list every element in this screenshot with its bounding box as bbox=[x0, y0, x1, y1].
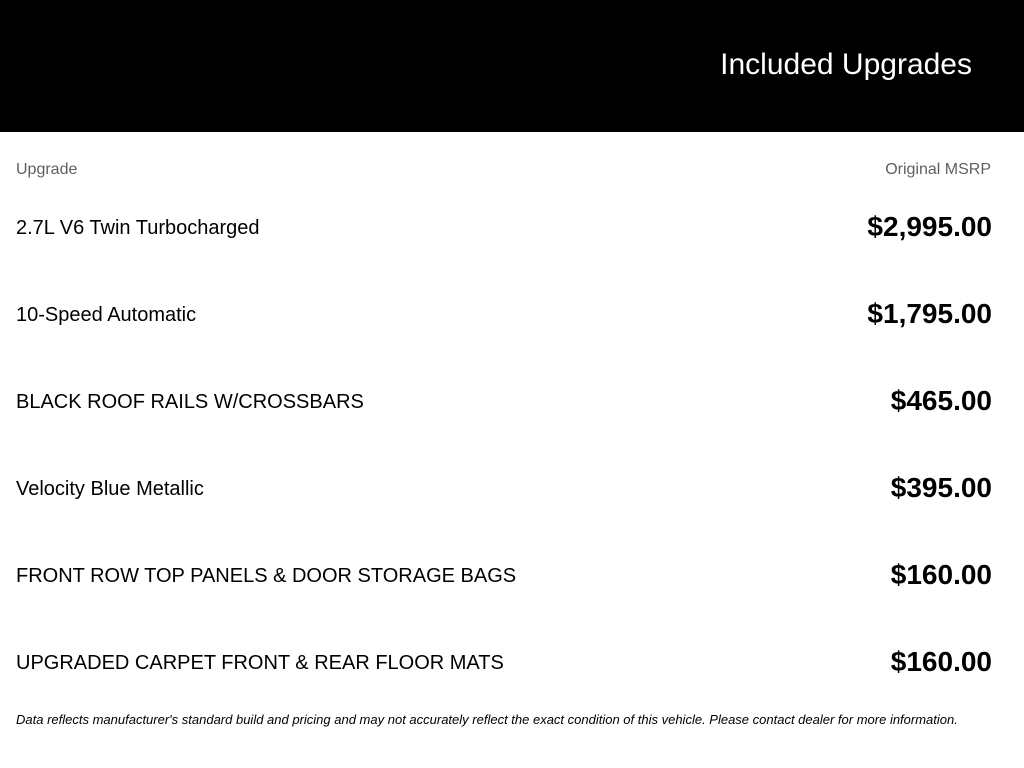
upgrade-price: $160.00 bbox=[890, 559, 992, 590]
upgrade-name: FRONT ROW TOP PANELS & DOOR STORAGE BAGS bbox=[16, 565, 517, 587]
upgrade-row bbox=[0, 532, 1024, 619]
header-bar bbox=[0, 0, 1024, 132]
upgrade-name: 2.7L V6 Twin Turbocharged bbox=[16, 217, 260, 239]
upgrade-row bbox=[0, 619, 1024, 706]
upgrade-name: 10-Speed Automatic bbox=[16, 304, 197, 326]
upgrade-price: $1,795.00 bbox=[867, 298, 992, 329]
column-header-original-msrp: Original MSRP bbox=[885, 161, 991, 178]
column-header-upgrade: Upgrade bbox=[16, 161, 78, 178]
disclaimer-text: Data reflects manufacturer's standard build and pricing and may not accurately reflect the exact condition of this vehicle. Please contact dealer for more information. bbox=[16, 712, 958, 727]
upgrade-row bbox=[0, 271, 1024, 358]
upgrade-price: $2,995.00 bbox=[867, 211, 992, 242]
upgrade-price: $395.00 bbox=[890, 472, 992, 503]
upgrade-row bbox=[0, 445, 1024, 532]
upgrade-row bbox=[0, 358, 1024, 445]
upgrade-price: $465.00 bbox=[890, 385, 992, 416]
upgrade-row bbox=[0, 184, 1024, 271]
upgrade-price: $160.00 bbox=[890, 646, 992, 677]
page-title: Included Upgrades bbox=[720, 48, 972, 81]
upgrade-name: BLACK ROOF RAILS W/CROSSBARS bbox=[16, 391, 364, 413]
upgrade-name: UPGRADED CARPET FRONT & REAR FLOOR MATS bbox=[16, 652, 504, 674]
upgrades-list bbox=[0, 184, 1024, 706]
upgrade-name: Velocity Blue Metallic bbox=[16, 478, 204, 500]
